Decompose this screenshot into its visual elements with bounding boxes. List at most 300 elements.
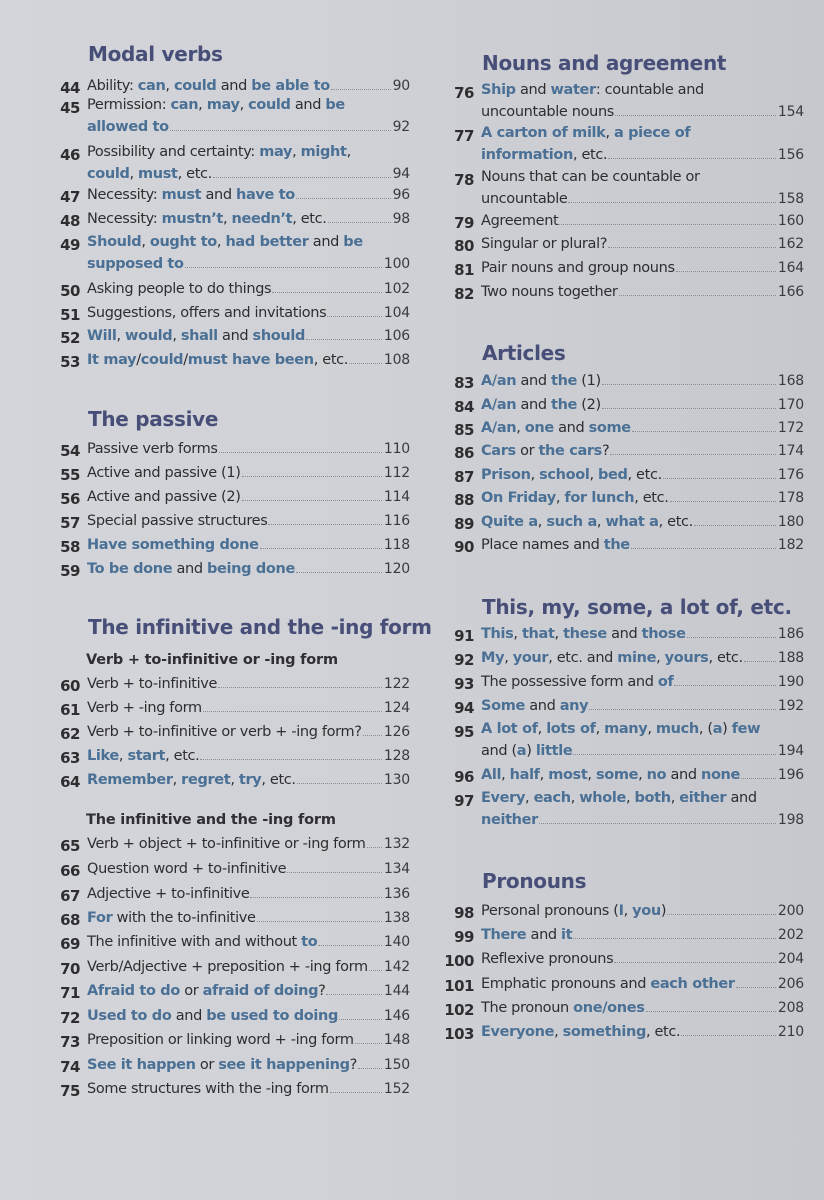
- dot-leader: [610, 442, 776, 455]
- unit-number: 49: [60, 236, 80, 254]
- entry-text: Preposition or linking word + -ing form: [87, 1032, 354, 1048]
- page-number: 94: [392, 165, 410, 182]
- dot-leader: [358, 1056, 382, 1069]
- page-number: 206: [777, 976, 804, 992]
- unit-number: 74: [60, 1058, 80, 1076]
- keyword-highlight: your: [512, 650, 549, 666]
- dot-leader: [687, 625, 776, 638]
- entry-title-line: [481, 396, 804, 416]
- entry-text: Verb + -ing form: [87, 700, 202, 716]
- section-heading: Nouns and agreement: [482, 51, 727, 75]
- keyword-highlight: Will: [87, 328, 117, 344]
- keyword-highlight: little: [535, 742, 573, 759]
- dot-leader: [355, 1031, 382, 1044]
- page-number: 114: [383, 489, 410, 505]
- dot-leader: [242, 488, 382, 501]
- dot-leader: [736, 975, 776, 988]
- entry-title-line: [87, 488, 410, 508]
- unit-number: 80: [454, 237, 474, 255]
- entry-text: Pair nouns and group nouns: [481, 260, 675, 276]
- keyword-highlight: the: [603, 537, 630, 553]
- dot-leader: [327, 304, 382, 317]
- keyword-highlight: few: [731, 721, 761, 737]
- entry-text: Verb/Adjective + preposition + -ing form: [87, 959, 368, 975]
- entry-text: and: [216, 78, 252, 94]
- dot-leader: [667, 902, 776, 915]
- dot-leader: [306, 327, 382, 340]
- entry-title-line: [481, 513, 804, 533]
- entry-text: uncountable nouns: [481, 103, 614, 120]
- unit-number: 51: [60, 306, 80, 324]
- keyword-highlight: much: [655, 721, 699, 737]
- page-number: 208: [777, 1000, 804, 1016]
- entry-title-line: [87, 958, 410, 978]
- dot-leader: [339, 1007, 382, 1020]
- page-number: 152: [383, 1081, 410, 1097]
- entry-text: ,: [516, 420, 525, 436]
- entry-text: Reflexive pronouns: [481, 951, 614, 967]
- entry-title-line: [87, 165, 410, 185]
- entry-text: ,: [596, 514, 606, 530]
- unit-number: 89: [454, 515, 474, 533]
- unit-number: 93: [454, 675, 474, 693]
- keyword-highlight: Everyone: [481, 1024, 555, 1040]
- section-heading: The infinitive and the -ing form: [88, 615, 432, 639]
- page-number: 194: [777, 742, 804, 759]
- unit-number: 85: [454, 421, 474, 439]
- entry-text: : countable and: [595, 82, 704, 98]
- dot-leader: [296, 186, 391, 199]
- keyword-highlight: either: [679, 790, 727, 806]
- entry-title-line: [87, 1031, 410, 1051]
- keyword-highlight: could: [248, 97, 291, 113]
- dot-leader: [349, 351, 382, 364]
- entry-title-line: [481, 146, 804, 166]
- keyword-highlight: had better: [225, 234, 309, 250]
- entry-title-line: [481, 673, 804, 693]
- dot-leader: [219, 440, 382, 453]
- entry-text: , etc.: [165, 748, 200, 764]
- entry-text: Agreement: [481, 213, 559, 229]
- page-number: 126: [383, 724, 410, 740]
- entry-text: ,: [172, 328, 181, 344]
- entry-title-line: [481, 790, 804, 810]
- entry-title-line: [481, 721, 804, 741]
- dot-leader: [619, 283, 776, 296]
- unit-number: 87: [454, 468, 474, 486]
- page-number: 190: [777, 674, 804, 690]
- page-number: 118: [383, 537, 410, 553]
- entry-text: ,: [216, 234, 226, 250]
- entry-title-line: [87, 982, 410, 1002]
- entry-text: /: [183, 352, 188, 368]
- entry-title-line: [87, 536, 410, 556]
- page-number: 204: [777, 951, 804, 967]
- entry-text: and: [308, 234, 344, 250]
- entry-text: , etc.: [177, 165, 212, 182]
- keyword-highlight: All: [481, 767, 502, 783]
- entry-text: Question word + to-infinitive: [87, 861, 287, 877]
- section-heading: The passive: [88, 407, 219, 431]
- entry-title-line: [87, 1056, 410, 1076]
- page-number: 186: [777, 626, 804, 642]
- entry-title-line: [87, 860, 410, 880]
- entry-text: ,: [504, 650, 513, 666]
- unit-number: 77: [454, 127, 474, 145]
- keyword-highlight: should: [252, 328, 306, 344]
- entry-title-line: [481, 125, 804, 145]
- entry-text: ): [660, 903, 667, 919]
- keyword-highlight: the: [550, 397, 578, 413]
- entry-title-line: [481, 999, 804, 1019]
- page-number: 124: [383, 700, 410, 716]
- keyword-highlight: I: [618, 903, 624, 919]
- keyword-highlight: a: [516, 742, 527, 759]
- entry-text: Place names and: [481, 537, 604, 553]
- dot-leader: [272, 280, 382, 293]
- entry-title-line: [87, 280, 410, 300]
- unit-number: 46: [60, 146, 80, 164]
- entry-title-line: [87, 304, 410, 324]
- unit-number: 61: [60, 701, 80, 719]
- keyword-highlight: A/an: [481, 420, 517, 436]
- keyword-highlight: both: [634, 790, 671, 806]
- entry-title-line: [87, 675, 410, 695]
- entry-text: ?: [601, 443, 610, 459]
- keyword-highlight: it: [561, 927, 573, 943]
- entry-text: , etc.: [313, 352, 349, 368]
- dot-leader: [676, 259, 776, 272]
- entry-title-line: [481, 169, 804, 189]
- entry-text: ,: [172, 772, 182, 788]
- entry-text: ): [722, 721, 732, 737]
- dot-leader: [330, 1080, 382, 1093]
- entry-text: and: [606, 626, 642, 642]
- keyword-highlight: To be done: [87, 561, 173, 577]
- page-number: 158: [777, 190, 804, 207]
- dot-leader: [363, 723, 382, 736]
- unit-number: 44: [60, 79, 80, 97]
- dot-leader: [744, 649, 776, 662]
- page-number: 150: [383, 1057, 410, 1073]
- unit-number: 95: [454, 723, 474, 741]
- keyword-highlight: that: [521, 626, 555, 642]
- keyword-highlight: Like: [87, 748, 119, 764]
- dot-leader: [218, 675, 382, 688]
- entry-title-line: [87, 118, 410, 138]
- unit-number: 58: [60, 538, 80, 556]
- entry-text: , etc.: [261, 772, 296, 788]
- entry-text: and: [201, 187, 236, 203]
- unit-number: 86: [454, 444, 474, 462]
- keyword-highlight: whole: [579, 790, 626, 806]
- entry-text: ,: [530, 467, 540, 483]
- keyword-highlight: can: [170, 97, 199, 113]
- keyword-highlight: lots of: [546, 721, 596, 737]
- entry-text: The pronoun: [481, 1000, 574, 1016]
- keyword-highlight: A/an: [481, 373, 517, 389]
- dot-leader: [326, 982, 381, 995]
- keyword-highlight: no: [646, 767, 667, 783]
- dot-leader: [674, 673, 775, 686]
- entry-title-line: [481, 419, 804, 439]
- unit-number: 45: [60, 99, 80, 117]
- page-number: 108: [383, 352, 410, 368]
- subsection-heading: Verb + to-infinitive or -ing form: [86, 652, 338, 668]
- page-number: 130: [383, 772, 410, 788]
- page-number: 106: [383, 328, 410, 344]
- entry-text: ,: [623, 903, 633, 919]
- entry-title-line: [481, 697, 804, 717]
- page-number: 110: [383, 441, 410, 457]
- keyword-highlight: could: [140, 352, 184, 368]
- entry-text: ,: [647, 721, 656, 737]
- keyword-highlight: some: [595, 767, 639, 783]
- page-number: 182: [777, 537, 804, 553]
- dot-leader: [694, 513, 776, 526]
- page-number: 132: [383, 836, 410, 852]
- keyword-highlight: of: [657, 674, 674, 690]
- entry-title-line: [87, 464, 410, 484]
- unit-number: 92: [454, 651, 474, 669]
- keyword-highlight: Used to do: [87, 1008, 172, 1024]
- page-number: 166: [777, 284, 804, 300]
- page-number: 90: [392, 78, 410, 94]
- entry-title-line: [481, 536, 804, 556]
- entry-title-line: [481, 926, 804, 946]
- keyword-highlight: Some: [481, 698, 525, 714]
- dot-leader: [367, 835, 382, 848]
- page-number: 154: [777, 103, 804, 120]
- entry-text: Special passive structures: [87, 513, 268, 529]
- keyword-highlight: a piece of: [614, 125, 691, 141]
- entry-text: Suggestions, offers and invitations: [87, 305, 327, 321]
- entry-title-line: [481, 259, 804, 279]
- entry-text: Emphatic pronouns and: [481, 976, 651, 992]
- entry-text: ,: [525, 790, 534, 806]
- dot-leader: [331, 77, 391, 90]
- keyword-highlight: what a: [605, 514, 659, 530]
- unit-number: 83: [454, 374, 474, 392]
- unit-number: 68: [60, 911, 80, 929]
- entry-text: Personal pronouns (: [481, 903, 619, 919]
- dot-leader: [670, 489, 776, 502]
- page-number: 144: [383, 983, 410, 999]
- unit-number: 53: [60, 353, 80, 371]
- unit-number: 63: [60, 749, 80, 767]
- keyword-highlight: Remember: [87, 772, 173, 788]
- entry-title-line: [481, 649, 804, 669]
- entry-text: , etc.: [627, 467, 662, 483]
- entry-text: and: [515, 82, 551, 98]
- entry-title-line: [481, 466, 804, 486]
- unit-number: 99: [454, 928, 474, 946]
- entry-text: ,: [539, 767, 549, 783]
- dot-leader: [741, 766, 776, 779]
- keyword-highlight: must: [161, 187, 202, 203]
- entry-title-line: [481, 235, 804, 255]
- entry-text: ,: [589, 467, 598, 483]
- keyword-highlight: the cars: [538, 443, 602, 459]
- page-number: 100: [383, 255, 410, 272]
- page-number: 122: [383, 676, 410, 692]
- keyword-highlight: one: [524, 420, 554, 436]
- unit-number: 54: [60, 442, 80, 460]
- keyword-highlight: A lot of: [481, 721, 538, 737]
- keyword-highlight: may: [206, 97, 240, 113]
- entry-text: Possibility and certainty:: [87, 144, 260, 160]
- entry-title-line: [87, 327, 410, 347]
- unit-number: 55: [60, 466, 80, 484]
- dot-leader: [328, 210, 391, 223]
- entry-title-line: [481, 902, 804, 922]
- keyword-highlight: Should: [87, 234, 142, 250]
- entry-title-line: [87, 77, 410, 97]
- dot-leader: [631, 536, 776, 549]
- dot-leader: [213, 165, 391, 178]
- entry-text: or: [195, 1057, 219, 1073]
- page-number: 170: [777, 397, 804, 413]
- entry-text: ,: [595, 721, 605, 737]
- entry-text: and: [172, 561, 207, 577]
- entry-text: ,: [554, 1024, 563, 1040]
- unit-number: 103: [444, 1025, 474, 1043]
- page-number: 156: [777, 146, 804, 163]
- entry-text: /: [136, 352, 141, 368]
- keyword-highlight: A carton of milk: [481, 125, 606, 141]
- entry-text: ,: [198, 97, 207, 113]
- entry-text: ,: [656, 650, 665, 666]
- entry-text: or: [515, 443, 539, 459]
- entry-text: , etc.: [645, 1024, 681, 1040]
- unit-number: 91: [454, 627, 474, 645]
- keyword-highlight: ought to: [149, 234, 217, 250]
- entry-title-line: [87, 97, 410, 117]
- entry-text: ,: [141, 234, 150, 250]
- dot-leader: [287, 860, 382, 873]
- subsection-heading: The infinitive and the -ing form: [86, 812, 336, 828]
- entry-text: and: [553, 420, 589, 436]
- entry-text: Two nouns together: [481, 284, 618, 300]
- page-number: 142: [383, 959, 410, 975]
- keyword-highlight: none: [700, 767, 741, 783]
- page-number: 192: [777, 698, 804, 714]
- entry-title-line: [87, 512, 410, 532]
- entry-text: , etc.: [634, 490, 669, 506]
- page-number: 116: [383, 513, 410, 529]
- entry-title-line: [481, 103, 804, 123]
- entry-text: and: [217, 328, 253, 344]
- dot-leader: [200, 747, 381, 760]
- keyword-highlight: must have been: [187, 352, 314, 368]
- entry-text: ,: [537, 721, 547, 737]
- entry-title-line: [87, 1080, 410, 1100]
- entry-title-line: [481, 742, 804, 762]
- unit-number: 69: [60, 935, 80, 953]
- entry-title-line: [87, 440, 410, 460]
- dot-leader: [646, 999, 776, 1012]
- page-number: 180: [777, 514, 804, 530]
- dot-leader: [250, 885, 381, 898]
- entry-title-line: [87, 771, 410, 791]
- entry-title-line: [481, 283, 804, 303]
- unit-number: 60: [60, 677, 80, 695]
- page-number: 200: [777, 903, 804, 919]
- unit-number: 81: [454, 261, 474, 279]
- page-number: 178: [777, 490, 804, 506]
- keyword-highlight: It may: [87, 352, 137, 368]
- unit-number: 90: [454, 538, 474, 556]
- unit-number: 64: [60, 773, 80, 791]
- dot-leader: [608, 235, 776, 248]
- unit-number: 78: [454, 171, 474, 189]
- dot-leader: [268, 512, 381, 525]
- keyword-highlight: See it happen: [87, 1057, 196, 1073]
- keyword-highlight: This: [481, 626, 514, 642]
- page-number: 120: [383, 561, 410, 577]
- keyword-highlight: Afraid to do: [87, 983, 180, 999]
- keyword-highlight: Ship: [481, 82, 516, 98]
- keyword-highlight: afraid of doing: [202, 983, 319, 999]
- keyword-highlight: these: [563, 626, 607, 642]
- entry-text: Permission:: [87, 97, 171, 113]
- entry-title-line: [481, 950, 804, 970]
- keyword-highlight: could: [173, 78, 217, 94]
- unit-number: 47: [60, 188, 80, 206]
- entry-text: and: [726, 790, 757, 806]
- entry-text: Singular or plural?: [481, 236, 608, 252]
- entry-text: ,: [116, 328, 126, 344]
- entry-text: , (: [698, 721, 713, 737]
- keyword-highlight: would: [125, 328, 173, 344]
- keyword-highlight: neither: [481, 811, 538, 828]
- keyword-highlight: might: [300, 144, 347, 160]
- entry-text: and: [526, 927, 562, 943]
- keyword-highlight: may: [259, 144, 293, 160]
- keyword-highlight: must: [138, 165, 178, 182]
- entry-text: ,: [638, 767, 647, 783]
- keyword-highlight: mine: [617, 650, 657, 666]
- keyword-highlight: On Friday: [481, 490, 556, 506]
- entry-text: Active and passive (2): [87, 489, 241, 505]
- entry-text: ,: [670, 790, 680, 806]
- keyword-highlight: many: [604, 721, 648, 737]
- dot-leader: [573, 926, 776, 939]
- keyword-highlight: for lunch: [564, 490, 635, 506]
- page-number: 96: [392, 187, 410, 203]
- page-number: 196: [777, 767, 804, 783]
- keyword-highlight: school: [539, 467, 590, 483]
- entry-title-line: [481, 811, 804, 831]
- dot-leader: [568, 190, 775, 203]
- entry-title-line: [87, 1007, 410, 1027]
- entry-title-line: [87, 909, 410, 929]
- unit-number: 102: [444, 1001, 474, 1019]
- entry-text: , etc. and: [548, 650, 618, 666]
- entry-text: with the to-infinitive: [112, 910, 256, 926]
- keyword-highlight: Have something done: [87, 537, 259, 553]
- keyword-highlight: Cars: [481, 443, 516, 459]
- unit-number: 65: [60, 837, 80, 855]
- entry-text: , etc.: [572, 146, 608, 163]
- entry-text: ,: [537, 514, 547, 530]
- entry-title-line: [87, 747, 410, 767]
- keyword-highlight: most: [548, 767, 588, 783]
- entry-text: (2): [577, 397, 601, 413]
- keyword-highlight: the: [550, 373, 578, 389]
- unit-number: 76: [454, 84, 474, 102]
- section-heading: Pronouns: [482, 869, 587, 893]
